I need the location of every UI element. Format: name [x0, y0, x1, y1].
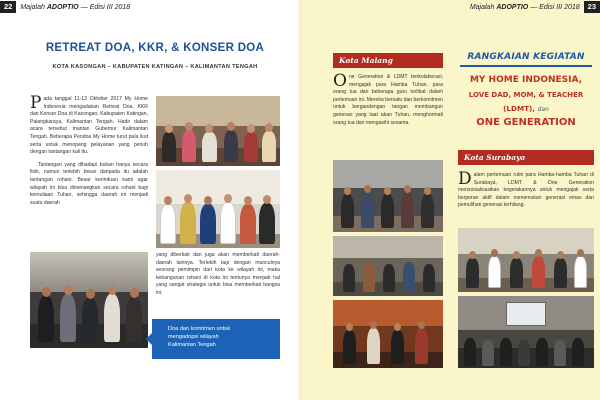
projector-screen: [506, 302, 546, 326]
pull-quote-line: Doa dan komitmen untuk: [168, 326, 231, 332]
left-page-number: 22: [0, 1, 16, 13]
photo-group-indoor: [156, 96, 280, 166]
heading-ldmt-abbrev: (LDMT), dan: [503, 103, 549, 113]
paragraph: Tantangan yang dihadapi bukan hanya secara fisik, namun terlebih besar daripada itu adalah tantangan rohani. Besar kerinduan kami agar wilayah ini bisa dimenangkan secara rohani bagi kemuliaan Tuhan, sehingga daerah ini menjadi suatu daerah: [30, 161, 148, 206]
heading-divider: [460, 65, 592, 67]
right-page-header: [470, 0, 600, 14]
photo-surabaya-presentation: [458, 296, 594, 368]
magazine-prefix-left: Majalah: [20, 3, 45, 11]
heading-rangkaian: RANGKAIAN KEGIATAN: [467, 52, 585, 62]
paragraph: yang diberkati dan juga akan memberkati daerah-daerah lainnya. Terlebih lagi dengan munculnya seorang pemimpin dari kota ke wilayah ini, maka kebangunan rohani di kota ini tentunya menjadi hal yang sangat strategis untuk bisa memberkati bangsa ini.: [156, 252, 280, 296]
left-page-header: [0, 0, 130, 14]
heading-one-generation: ONE GENERATION: [476, 116, 576, 128]
article-title: RETREAT DOA, KKR, & KONSER DOA: [45, 42, 265, 54]
surabaya-text: [458, 169, 594, 215]
photo-surabaya-group: [458, 228, 594, 292]
label-kota-malang: Kota Malang: [333, 53, 443, 68]
magazine-prefix-right: Majalah: [469, 3, 495, 11]
pull-quote: [152, 319, 280, 359]
magazine-name-left: ADOPTIO: [46, 3, 79, 11]
right-page-number: 23: [584, 1, 600, 13]
photo-worship: [30, 252, 148, 348]
paragraph: Dalam pertemuan rutin para Hamba-hamba Tuhan di Surabaya, LDMT & One Generation mensosialisasikan kegerakannya untuk mengajak serta berperan aktif dalam menemukan generasi emas dan pemulihan generasi terhilang.: [458, 169, 594, 209]
dropcap: P: [30, 93, 42, 113]
heading-ldmt: LOVE DAD, MOM, & TEACHER: [468, 90, 584, 99]
label-kota-surabaya: Kota Surabaya: [458, 150, 594, 165]
photo-group-women: [156, 170, 280, 248]
paragraph: One Generation & LDMT berkolaborasi, mengajak para Hamba Tuhan, para orang tua dan beberapa guru terlibat dalam pertemuan ini. Mereka bersatu dan berkomitmen untuk bergandengan tangan membangun generasi yang taat akan Tuhan, menghormati orang tua dan mengasihi sesama.: [333, 71, 443, 126]
dropcap: O: [333, 71, 347, 91]
left-column-2: [156, 252, 280, 303]
paragraph: Pada tanggal 11-13 Oktober 2017 My Home Indonesia mengadakan Retreat Doa, KKR dan Konser Doa di Kasongan, Kabupaten Katingan, Palangkaraya, Kalimantan Tengah. Hadir dalam acara tersebut mantan Gubernur Kalimantan Tengah. Beberapa Pendoa My Home turut pula ikut serta untuk menopang pelayanan yang penuh dengan tantangan kali itu.: [30, 93, 148, 156]
page-gutter: [298, 0, 302, 400]
pull-quote-line: mengadopsi wilayah: [168, 334, 219, 340]
article-subtitle: KOTA KASONGAN – KABUPATEN KATINGAN – KALIMANTAN TENGAH: [52, 64, 258, 70]
photo-malang-stage: [333, 300, 443, 368]
edition-right: — Edisi III 2018: [530, 3, 580, 11]
photo-malang-hall: [333, 160, 443, 232]
dropcap: D: [458, 169, 472, 189]
malang-text: [333, 71, 443, 132]
magazine-name-right: ADOPTIO: [496, 3, 529, 11]
edition-left: — Edisi III 2018: [80, 3, 131, 11]
left-column-1: [30, 93, 148, 212]
photo-malang-seated: [333, 236, 443, 296]
program-heading: [458, 52, 594, 128]
pull-quote-line: Kalimantan Tengah: [168, 342, 216, 348]
heading-my-home: MY HOME INDONESIA,: [469, 74, 583, 85]
